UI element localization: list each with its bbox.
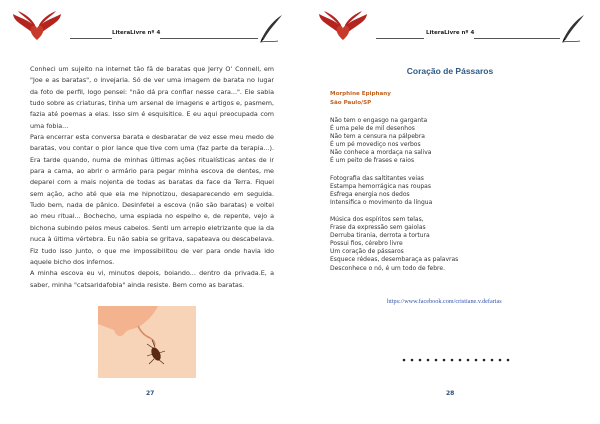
poem-line: Estampa hemorrágica nas roupas [330,182,431,190]
poem-line: É um peito de frases e raios [330,157,415,165]
poem-line: Frase da expressão sem gaiolas [330,224,426,232]
page-header [0,8,300,48]
poem-line: Não tem a censura na pálpebra [330,133,425,141]
page-header [300,8,600,48]
poem-stanza [330,117,560,166]
winged-heart-logo-icon [318,10,368,44]
article-paragraph: Conheci um sujeito na internet tão fã de baratas que Jerry O’ Connell, em "Joe e as baratas", o invejaria. Só de ver uma imagem de barata no lugar da foto de perfil, logo pensei: "não dá pra confiar nesse cara...". Ele sabia tudo sobre as criaturas, tinha um arsenal de imagens e artigos e, pasmem, fazia até poemas a elas. Isso sim é esquisitice. E eu aqui preocupada com uma fobia... [30,65,274,130]
article-paragraph: Para encerrar esta conversa barata e desbaratar de vez esse meu medo de baratas, vou contar o pior lance que tive com uma (faz parte da terapia...). Era tarde quando, numa de minhas últimas ações ritualísticas antes de ir para a cama, ao abrir o armário para pegar minha escova de dentes, me deparei com a mais nojenta de todas as baratas da face da Terra. Fiquei sem ação, acho até que ela me hipnotizou, desaparecendo em seguida. Tudo bem, nada de pânico. Desinfetei a escova (não são baratas) e voltei ao meu ritual... Bochecho, uma espiada no espelho e, de repente, vejo a bichona subindo pelos meus cabelos. Senti um arrepio eletrizante que ia da nuca à última vértebra. Eu não sabia se gritava, sapateava ou descabelava. Fiz tudo isso junto, o que me impossibilitou de ver para onde havia ido aquele bicho dos infernos. [30,133,274,266]
poem-line: Não conhece a mordaça na saliva [330,149,432,157]
author-block [330,90,391,108]
poem-line: Possui fios, cérebro livre [330,240,403,248]
hand-holding-cockroach-illustration [98,306,196,378]
poem-line: É um pé movediço nos verbos [330,141,421,149]
quill-pen-icon [258,14,284,44]
poem-line: Esquece rédeas, desembaraça as palavras [330,256,459,264]
poem-line: Música dos espíritos sem telas, [330,215,424,223]
magazine-title: LiteraLivre nº 4 [426,30,475,36]
article-body [30,64,274,291]
poem-line: Fotografia das saltitantes veias [330,174,424,182]
poem-line: Derruba tirania, derrota a tortura [330,232,430,240]
poem-stanza [330,216,560,273]
winged-heart-logo-icon [12,10,62,44]
poem-line: Intensifica o movimento da língua [330,198,433,206]
poem-line: Desconhece o nó, é um todo de febre. [330,264,445,272]
page-number: 28 [446,390,455,397]
poem-line: Um coração de pássaros [330,248,404,256]
decorative-dots-icon [402,357,512,363]
quill-pen-icon [560,14,586,44]
header-rule-left [70,38,112,39]
page-number: 27 [146,390,155,397]
poem-stanza [330,175,560,207]
header-rule-right [160,38,258,39]
poem-line: Não tem o engasgo na garganta [330,117,428,124]
facebook-link[interactable]: https://www.facebook.com/cristiane.v.defarias [387,298,502,305]
author-name: Morphine Epiphany [330,91,391,97]
right-page [300,0,600,424]
poem-line: Esfrega energia nos dedos [330,190,410,198]
poem-title: Coração de Pássaros [406,66,494,76]
article-paragraph: A minha escova eu vi, minutos depois, boiando... dentro da privada.E, a saber, minha "catsaridafobia" ainda resiste. Bem como as baratas. [30,269,274,289]
header-rule-left [376,38,424,39]
magazine-title: LiteraLivre nº 4 [112,30,161,36]
header-rule-right [474,38,560,39]
poem-line: É uma pele de mil desenhos [330,125,415,133]
author-location: São Paulo/SP [330,100,372,106]
poem-body [330,117,560,282]
